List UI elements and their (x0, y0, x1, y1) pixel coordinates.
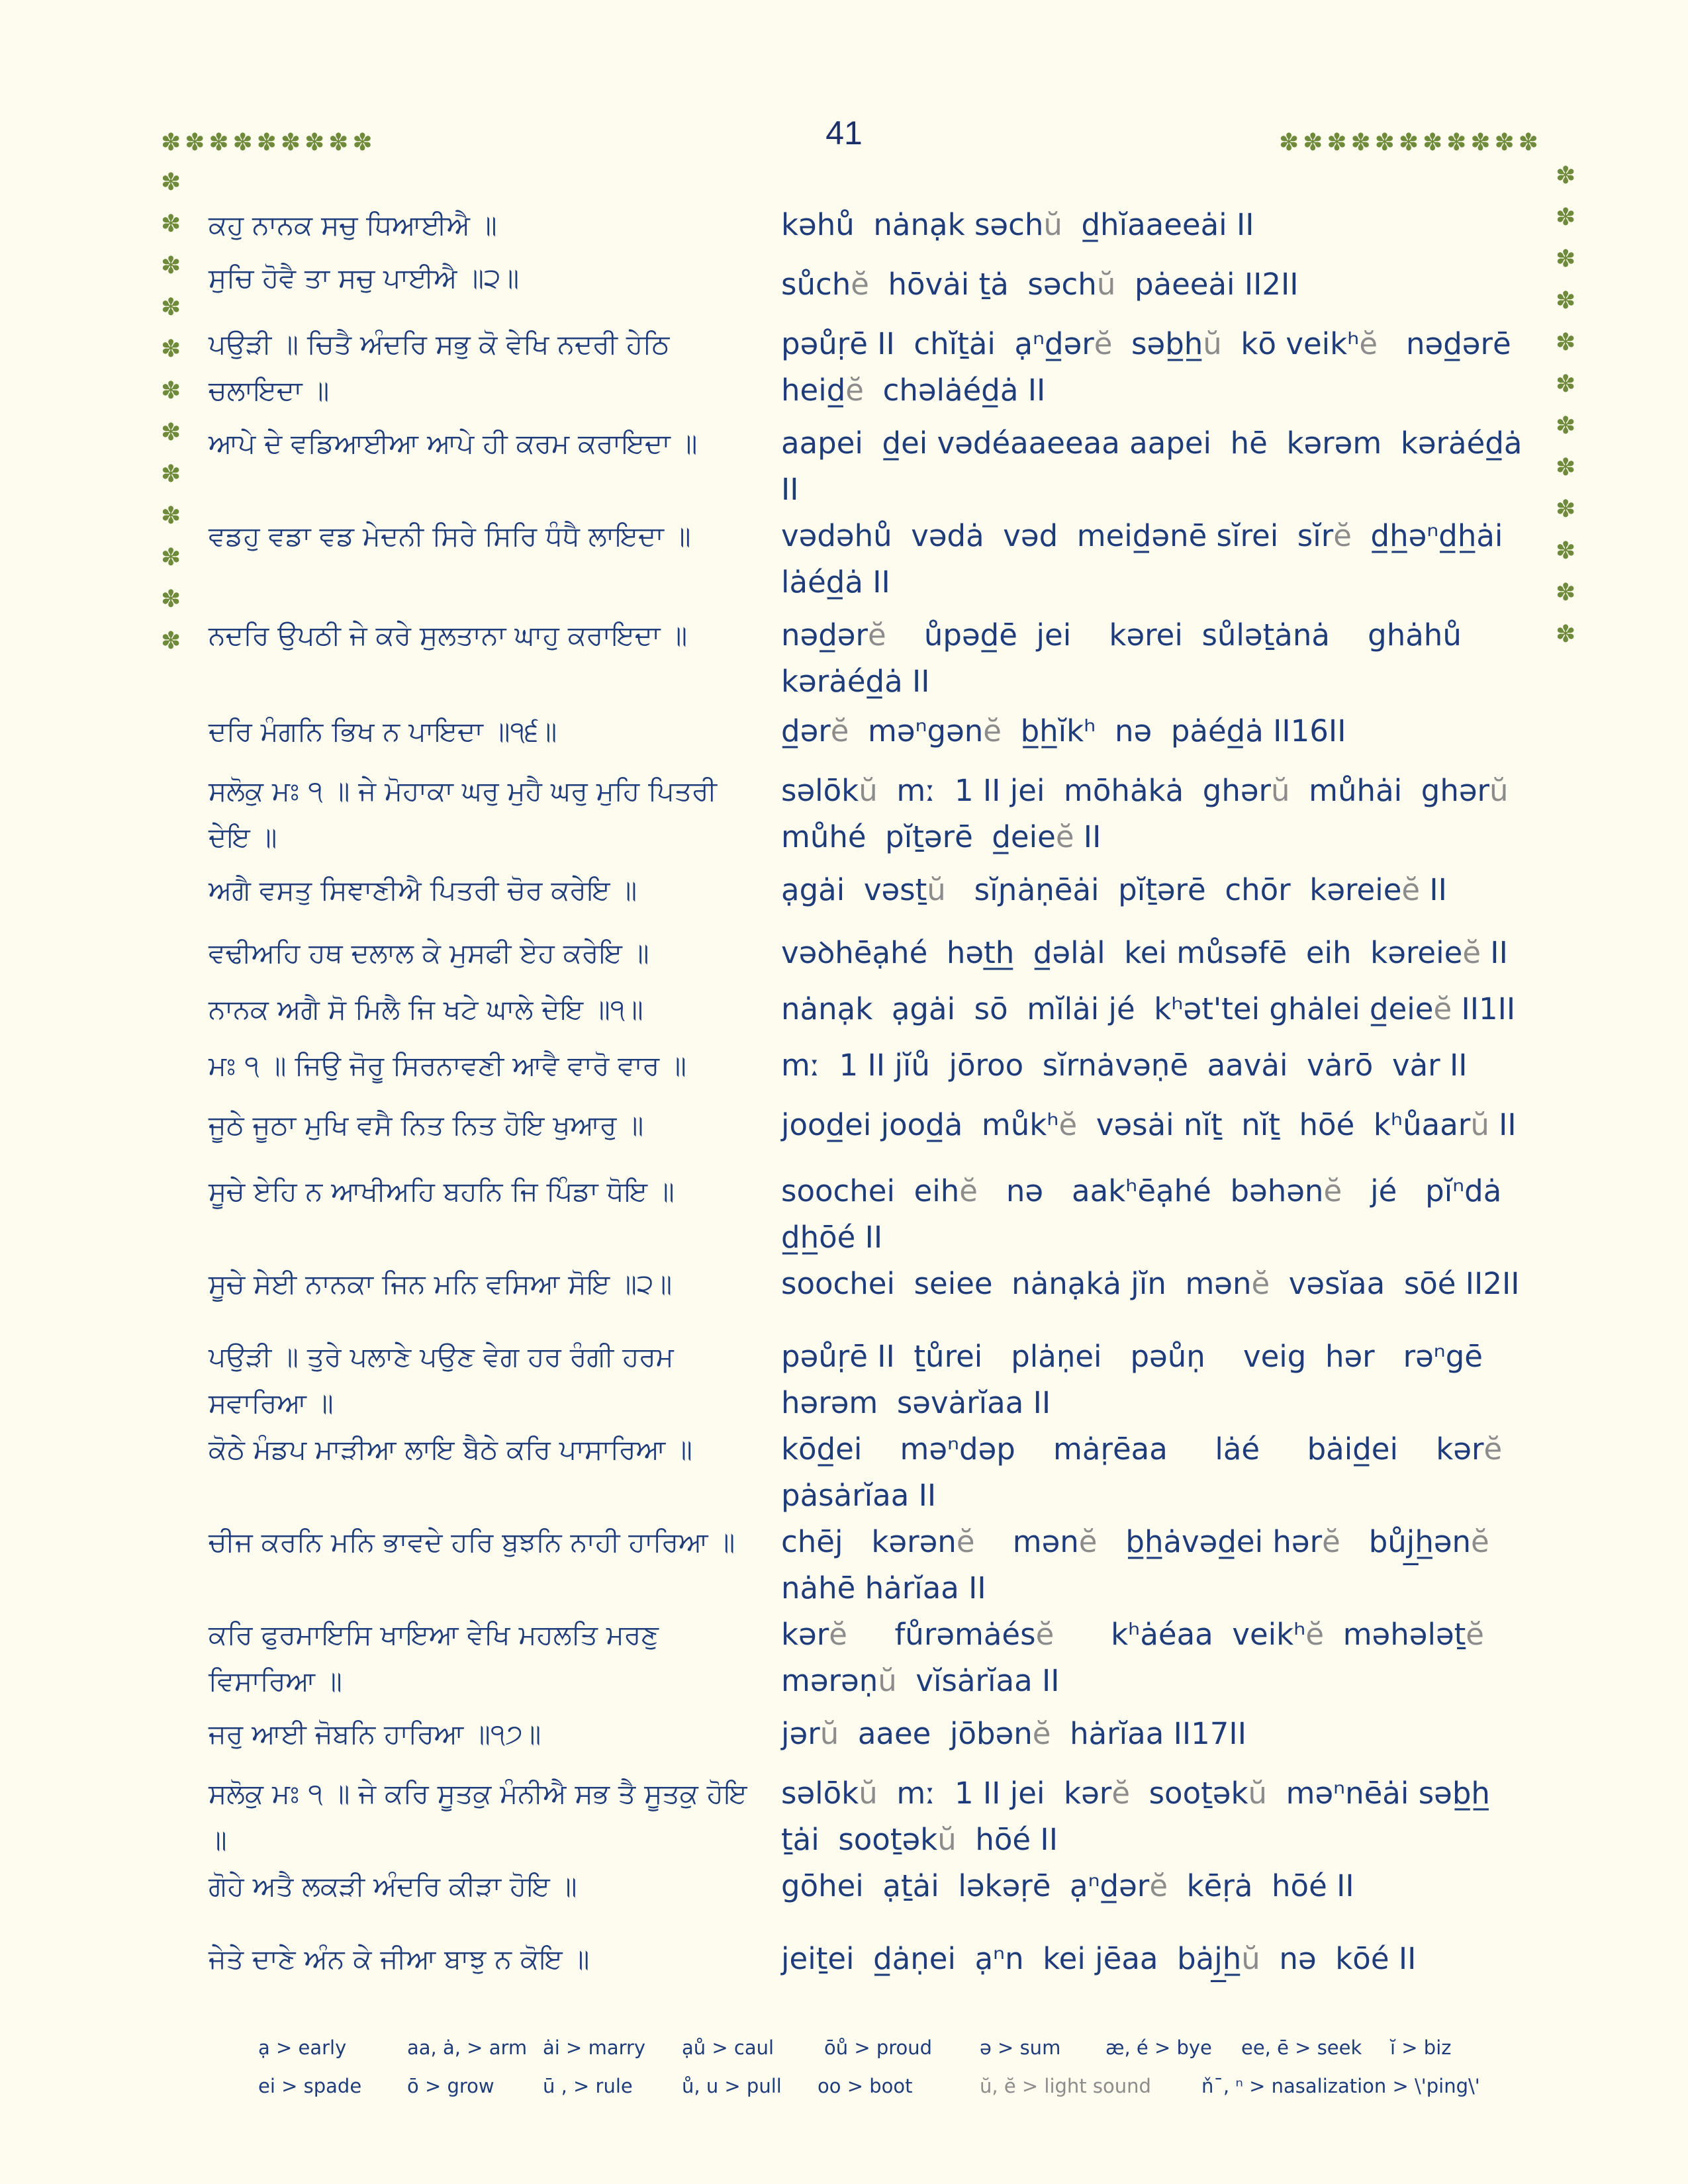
transliteration-line: nəd̲ərĕ ůpəd̲ē jei kərei sůləṯȧnȧ ghȧhů kərȧéd̲ȧ II (781, 617, 1472, 699)
gurmukhi-line: ਸਲੋਕੁ ਮਃ ੧ ॥ ਜੇ ਮੋਹਾਕਾ ਘਰੁ ਮੁਹੈ ਘਰੁ ਮੁਹਿ ਪਿਤਰੀ ਦੇਇ ॥ (209, 775, 717, 853)
gurmukhi-line: ਪਉੜੀ ॥ ਤੁਰੇ ਪਲਾਣੇ ਪਉਣ ਵੇਗ ਹਰ ਰੰਗੀ ਹਰਮ ਸਵਾਰਿਆ ॥ (209, 1341, 674, 1419)
legend-item: ů, u > pull (682, 2075, 782, 2097)
flower-ornament-icon: ✽ (161, 502, 181, 529)
flower-ornament-icon: ✽ (1556, 412, 1576, 439)
flower-ornament-icon: ✽ (1556, 537, 1576, 565)
transliteration-line: d̲ərĕ məⁿgənĕ b̲h̲ĭkʰ nə pȧéd̲ȧ II16II (781, 713, 1346, 749)
transliteration-line: pəůṛē II chĭṯȧi ạⁿd̲ərĕ səb̲h̲ŭ kō veikʰĕ nəd̲ərē heid̲ĕ chəlȧéd̲ȧ II (781, 326, 1521, 408)
gurmukhi-line: ਕਰਿ ਫੁਰਮਾਇਸਿ ਖਾਇਆ ਵੇਖਿ ਮਹਲਤਿ ਮਰਣੁ ਵਿਸਾਰਿਆ ॥ (209, 1619, 659, 1697)
flower-ornament-icon: ✽ (161, 461, 181, 488)
legend-item: ạ > early (258, 2036, 347, 2059)
transliteration-line: kōd̲ei məⁿdəp mȧṛēaa lȧé bȧid̲ei kərĕ pȧsȧrĭaa II (781, 1432, 1512, 1513)
gurmukhi-line: ਚੀਜ ਕਰਨਿ ਮਨਿ ਭਾਵਦੇ ਹਰਿ ਬੁਝਨਿ ਨਾਹੀ ਹਾਰਿਆ ॥ (209, 1526, 735, 1558)
light-sound-mark: ŭ (878, 1663, 897, 1698)
transliteration-line: pəůṛē II ṯůrei plȧṇei pəůṇ veig hər rəⁿgē hərəm səvȧrĭaa II (781, 1339, 1493, 1420)
transliteration-line: gōhei ạṯȧi ləkəṛē ạⁿd̲ərĕ kēṛȧ hōé II (781, 1868, 1354, 1903)
flower-ornament-icon: ✽ (161, 377, 181, 404)
gurmukhi-line: ਜੇਤੇ ਦਾਣੇ ਅੰਨ ਕੇ ਜੀਆ ਬਾਝੁ ਨ ਕੋਇ ॥ (209, 1943, 590, 1975)
flower-ornament-icon: ✽ (1556, 287, 1576, 314)
light-sound-mark: ĕ (959, 1173, 978, 1208)
transliteration-line: soochei seiee nȧnạkȧ jĭn mənĕ vəsĭaa sōé II2II (781, 1266, 1520, 1301)
light-sound-mark: ĕ (1055, 819, 1074, 854)
legend-item: ū , > rule (543, 2075, 633, 2097)
gurmukhi-line: ਪਉੜੀ ॥ ਚਿਤੈ ਅੰਦਰਿ ਸਭੁ ਕੋ ਵੇਖਿ ਨਦਰੀ ਹੇਠਿ ਚਲਾਇਦਾ ॥ (209, 328, 670, 406)
left-ornament-column (161, 171, 181, 671)
light-sound-mark: ŭ (1271, 773, 1290, 808)
light-sound-mark: ŭ (859, 773, 878, 808)
flower-ornament-icon: ✽ (161, 544, 181, 571)
legend-item: ȧi > marry (543, 2036, 646, 2059)
light-sound-mark: ĕ (1333, 518, 1352, 553)
legend-item: ei > spade (258, 2075, 362, 2097)
light-sound-mark: ĕ (1032, 1716, 1051, 1751)
transliteration-line: soochei eihĕ nə aakʰēạhé bəhənĕ jé pĭⁿdȧ d̲h̲ōé II (781, 1173, 1511, 1255)
legend-item: æ, é > bye (1105, 2036, 1212, 2059)
gurmukhi-line: ਮਃ ੧ ॥ ਜਿਉ ਜੋਰੂ ਸਿਰਨਾਵਣੀ ਆਵੈ ਵਾਰੋ ਵਾਰ ॥ (209, 1050, 686, 1081)
gurmukhi-line: ਕਹੁ ਨਾਨਕ ਸਚੁ ਧਿਆਈਐ ॥ (209, 209, 497, 241)
flower-ornament-icon: ✽ (1556, 621, 1576, 648)
right-ornament-column (1556, 164, 1575, 664)
legend-item: ĭ > biz (1390, 2036, 1452, 2059)
gurmukhi-line: ਸੂਚੇ ਏਹਿ ਨ ਆਖੀਅਹਿ ਬਹਨਿ ਜਿ ਪਿੰਡਾ ਧੋਇ ॥ (209, 1175, 675, 1207)
light-sound-mark: ŭ (1470, 1107, 1489, 1142)
transliteration-line: ạgȧi vəsṯŭ sĭɲȧṇēȧi pĭṯərē chōr kəreieĕ II (781, 872, 1447, 907)
transliteration-line: jood̲ei jood̲ȧ můkʰĕ vəsȧi nĭṯ nĭṯ hōé kʰůaarŭ II (781, 1107, 1517, 1142)
light-sound-mark: ŭ (1241, 1941, 1260, 1976)
flower-ornament-icon: ✽ (161, 252, 181, 279)
flower-ornament-icon: ✽✽✽✽✽✽✽✽✽✽✽ (1279, 129, 1542, 156)
gurmukhi-line: ਆਪੇ ਦੇ ਵਡਿਆਈਆ ਆਪੇ ਹੀ ਕਰਮ ਕਰਾਇਦਾ ॥ (209, 428, 698, 459)
flower-ornament-icon: ✽ (161, 210, 181, 238)
light-sound-mark: ĕ (1078, 1524, 1098, 1559)
light-sound-mark: ĕ (1466, 1617, 1484, 1652)
flower-ornament-icon: ✽ (1556, 162, 1576, 189)
transliteration-line: sůchĕ hōvȧi ṯȧ səchŭ pȧeeȧi II2II (781, 267, 1299, 302)
legend-item: ňˉ, ⁿ > nasalization > \'ping\' (1201, 2075, 1480, 2097)
flower-ornament-icon: ✽ (1556, 246, 1576, 273)
transliteration-line: kəhů nȧnạk səchŭ d̲hĭaaeeȧi II (781, 207, 1254, 242)
gurmukhi-line: ਵਢੀਅਹਿ ਹਥ ਦਲਾਲ ਕੇ ਮੁਸਫੀ ਏਹ ਕਰੇਇ ॥ (209, 937, 649, 969)
light-sound-mark: ĕ (830, 713, 849, 749)
light-sound-mark: ŭ (937, 1822, 957, 1857)
gurmukhi-line: ਦਰਿ ਮੰਗਨਿ ਭਿਖ ਨ ਪਾਇਦਾ ॥੧੬॥ (209, 715, 557, 747)
gurmukhi-line: ਅਗੈ ਵਸਤੁ ਸਿਞਾਣੀਐ ਪਿਤਰੀ ਚੋਰ ਕਰੇਇ ॥ (209, 874, 637, 906)
top-left-ornament-row (161, 131, 376, 155)
transliteration-line: jərŭ aaee jōbənĕ hȧrĭaa II17II (781, 1716, 1246, 1751)
transliteration-line: vədəhů vədȧ vəd meid̲ənē sĭrei sĭrĕ d̲h̲əⁿd̲h̲ȧi lȧéd̲ȧ II (781, 518, 1513, 600)
gurmukhi-line: ਗੋਹੇ ਅਤੈ ਲਕੜੀ ਅੰਦਰਿ ਕੀੜਾ ਹੋਇ ॥ (209, 1870, 577, 1902)
transliteration-line: aapei d̲ei vədéaaeeaa aapei hē kərəm kərȧéd̲ȧ II (781, 426, 1532, 507)
flower-ornament-icon: ✽ (161, 586, 181, 613)
light-sound-mark: ĕ (1433, 991, 1452, 1026)
light-sound-mark: ŭ (1096, 267, 1116, 302)
light-sound-mark: ŭ (927, 872, 946, 907)
flower-ornament-icon: ✽ (1556, 454, 1576, 481)
flower-ornament-icon: ✽ (1556, 204, 1576, 231)
light-sound-mark: ĕ (1462, 935, 1481, 970)
light-sound-mark: ĕ (1058, 1107, 1078, 1142)
light-sound-mark: ĕ (1322, 1524, 1340, 1559)
transliteration-line: mː 1 II jĭů jōroo sĭrnȧvəṇē aavȧi vȧrō vȧr II (781, 1048, 1468, 1083)
legend-item: oo > boot (818, 2075, 913, 2097)
gurmukhi-line: ਜੂਠੇ ਜੂਠਾ ਮੁਖਿ ਵਸੈ ਨਿਤ ਨਿਤ ਹੋਇ ਖੁਆਰੁ ॥ (209, 1109, 644, 1141)
legend-item: ō > grow (407, 2075, 494, 2097)
legend-item: ə > sum (980, 2036, 1061, 2059)
transliteration-line: səlōkŭ mː 1 II jei kərĕ sooṯəkŭ məⁿnēȧi səb̲h̲ ṯȧi sooṯəkŭ hōé II (781, 1776, 1500, 1857)
transliteration-line: səlōkŭ mː 1 II jei mōhȧkȧ ghərŭ můhȧi ghərŭ můhé pĭṯərē d̲eieĕ II (781, 773, 1518, 854)
light-sound-mark: ĕ (1471, 1524, 1489, 1559)
flower-ornament-icon: ✽✽✽✽✽✽✽✽✽ (161, 129, 377, 156)
light-sound-mark: ĕ (983, 713, 1002, 749)
top-right-ornament-row (1279, 131, 1542, 155)
gurmukhi-line: ਸੂਚੇ ਸੇਈ ਨਾਨਕਾ ਜਿਨ ਮਨਿ ਵਸਿਆ ਸੋਇ ॥੨॥ (209, 1268, 673, 1300)
gurmukhi-line: ਕੋਠੇ ਮੰਡਪ ਮਾੜੀਆ ਲਾਇ ਬੈਠੇ ਕਰਿ ਪਾਸਾਰਿਆ ॥ (209, 1433, 692, 1465)
flower-ornament-icon: ✽ (1556, 496, 1576, 523)
light-sound-mark: ĕ (1035, 1617, 1055, 1652)
flower-ornament-icon: ✽ (161, 169, 181, 196)
flower-ornament-icon: ✽ (1556, 329, 1576, 356)
light-sound-mark: ŭ (820, 1716, 839, 1751)
flower-ornament-icon: ✽ (1556, 371, 1576, 398)
light-sound-mark: ĕ (867, 617, 886, 653)
light-sound-mark: ŭ (1489, 773, 1509, 808)
gurmukhi-line: ਸੁਚਿ ਹੋਵੈ ਤਾ ਸਚੁ ਪਾਈਐ ॥੨॥ (209, 262, 520, 294)
flower-ornament-icon: ✽ (161, 419, 181, 446)
light-sound-mark: ŭ (1203, 326, 1222, 361)
legend-item: ŭ, ĕ > light sound (980, 2075, 1151, 2097)
flower-ornament-icon: ✽ (161, 336, 181, 363)
light-sound-mark: ĕ (1359, 326, 1378, 361)
flower-ornament-icon: ✽ (161, 294, 181, 321)
gurmukhi-line: ਸਲੋਕੁ ਮਃ ੧ ॥ ਜੇ ਕਰਿ ਸੂਤਕੁ ਮੰਨੀਐ ਸਭ ਤੈ ਸੂਤਕੁ ਹੋਇ ॥ (209, 1778, 747, 1856)
light-sound-mark: ĕ (956, 1524, 975, 1559)
flower-ornament-icon: ✽ (1556, 579, 1576, 606)
light-sound-mark: ĕ (1251, 1266, 1270, 1301)
light-sound-mark: ĕ (1149, 1868, 1168, 1903)
legend-item: ạů > caul (682, 2036, 774, 2059)
light-sound-mark: ŭ (1248, 1776, 1268, 1811)
light-sound-mark: ĕ (1111, 1776, 1130, 1811)
light-sound-mark: ĕ (845, 373, 864, 408)
transliteration-line: chēj kərənĕ mənĕ b̲h̲ȧvəd̲ei hərĕ bůj̲h̲ənĕ nȧhē hȧrĭaa II (781, 1524, 1499, 1606)
light-sound-mark: ĕ (851, 267, 869, 302)
transliteration-line: vəꝺhēạhé hət̲h̲ d̲əlȧl kei můsəfē eih kəreieĕ II (781, 935, 1508, 970)
transliteration-line: jeiṯei d̲ȧṇei ạⁿn kei jēaa bȧj̲h̲ŭ nə kōé II (781, 1941, 1417, 1976)
legend-item: aa, ȧ, > arm (407, 2036, 528, 2059)
light-sound-mark: ĕ (1483, 1432, 1503, 1467)
gurmukhi-line: ਨਾਨਕ ਅਗੈ ਸੋ ਮਿਲੈ ਜਿ ਖਟੇ ਘਾਲੇ ਦੇਇ ॥੧॥ (209, 993, 643, 1025)
transliteration-line: nȧnạk ạgȧi sō mĭlȧi jé kʰət'tei ghȧlei d̲eieĕ II1II (781, 991, 1516, 1026)
legend-item: ee, ē > seek (1241, 2036, 1362, 2059)
legend-item: ōů > proud (824, 2036, 933, 2059)
light-sound-mark: ĕ (1094, 326, 1113, 361)
light-sound-mark: ĕ (1323, 1173, 1342, 1208)
gurmukhi-line: ਵਡਹੁ ਵਡਾ ਵਡ ਮੇਦਨੀ ਸਿਰੇ ਸਿਰਿ ਧੰਧੈ ਲਾਇਦਾ ॥ (209, 520, 691, 552)
gurmukhi-line: ਜਰੁ ਆਈ ਜੋਬਨਿ ਹਾਰਿਆ ॥੧੭॥ (209, 1718, 541, 1750)
light-sound-mark: ĕ (1401, 872, 1421, 907)
light-sound-mark: ĕ (1305, 1617, 1325, 1652)
transliteration-line: kərĕ fůrəmȧésĕ kʰȧéaa veikʰĕ məhələṯĕ mərəṇŭ vĭsȧrĭaa II (781, 1617, 1494, 1698)
light-sound-mark: ĕ (829, 1617, 847, 1652)
page-number: 41 (825, 114, 863, 152)
gurmukhi-line: ਨਦਰਿ ਉਪਠੀ ਜੇ ਕਰੇ ਸੁਲਤਾਨਾ ਘਾਹੁ ਕਰਾਇਦਾ ॥ (209, 619, 688, 651)
flower-ornament-icon: ✽ (161, 627, 181, 655)
light-sound-mark: ŭ (859, 1776, 878, 1811)
light-sound-mark: ŭ (1043, 207, 1062, 242)
